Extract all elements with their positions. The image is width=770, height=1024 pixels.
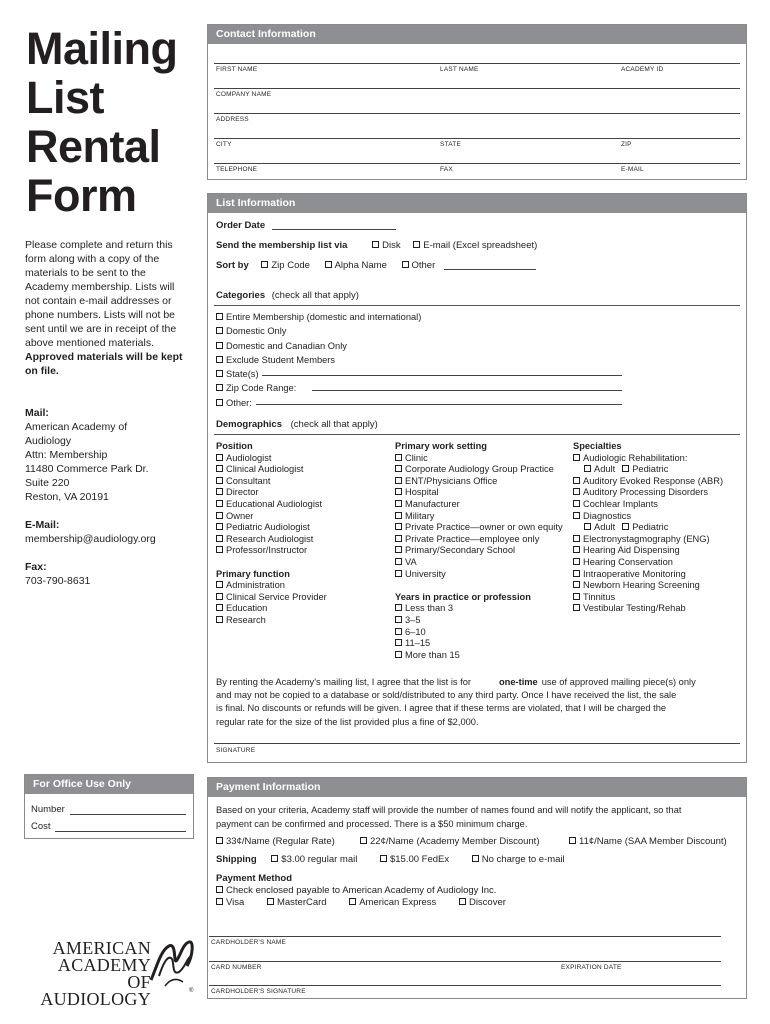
specialty-label: Hearing Aid Dispensing (583, 545, 680, 556)
demographics-label: Demographics (216, 419, 282, 430)
work-setting-label: Primary/Secondary School (405, 545, 516, 556)
checkbox[interactable] (472, 855, 479, 862)
specialty-label: Electronystagmography (ENG) (583, 533, 710, 544)
work-setting-heading: Primary work setting (395, 441, 487, 451)
office-number-field[interactable] (70, 814, 186, 815)
instructions-text: Please complete and return this form along with a copy of the materials to be sent to the Academy membership. Lists will not contain e-mail addresses or phone numbers. Lists will not be sent until we are in receipt of the above mentioned materials. (25, 239, 177, 349)
checkbox[interactable] (573, 512, 580, 519)
work-setting-label: Manufacturer (405, 498, 460, 509)
years-item[interactable] (395, 615, 563, 627)
checkbox[interactable] (216, 546, 223, 553)
category-other-field[interactable] (256, 404, 622, 405)
order-date-row (216, 220, 396, 232)
checkbox[interactable] (395, 570, 402, 577)
checkbox[interactable] (573, 570, 580, 577)
list-information-header: List Information (208, 194, 746, 213)
pediatric-label: Pediatric (632, 464, 669, 475)
checkbox[interactable] (395, 628, 402, 635)
mail-address-block (25, 406, 149, 504)
specialty-sub-options (573, 522, 723, 534)
email-label: E-MAIL (621, 166, 644, 173)
checkbox[interactable] (216, 886, 223, 893)
mail-heading: Mail: (25, 407, 49, 419)
category-label: Domestic and Canadian Only (226, 340, 347, 351)
work-setting-label: Corporate Audiology Group Practice (405, 464, 554, 475)
checkbox[interactable] (395, 512, 402, 519)
sort-option: Other (411, 260, 436, 271)
checkbox[interactable] (413, 241, 420, 248)
sort-by-label: Sort by (216, 260, 249, 271)
checkbox[interactable] (402, 261, 409, 268)
card-option: American Express (359, 897, 437, 908)
position-item[interactable] (216, 487, 327, 499)
mail-line: Suite 220 (25, 477, 70, 489)
shipping-option: $3.00 regular mail (281, 854, 358, 865)
work-setting-label: Military (405, 510, 435, 521)
rate-option[interactable] (569, 836, 727, 848)
checkbox[interactable] (360, 837, 367, 844)
position-label: Educational Audiologist (226, 498, 323, 509)
states-field[interactable] (262, 375, 622, 376)
category-item[interactable] (216, 353, 421, 367)
work-setting-column (395, 441, 563, 661)
work-setting-item[interactable] (395, 511, 563, 523)
name-line (214, 63, 740, 64)
years-label: 6–10 (405, 626, 426, 637)
work-setting-item[interactable] (395, 569, 563, 581)
specialty-sub-options (573, 464, 723, 476)
position-column (216, 441, 327, 627)
checkbox[interactable] (216, 581, 223, 588)
checkbox[interactable] (216, 384, 223, 391)
logo-swirl-icon (147, 936, 197, 992)
fax-number: 703-790-8631 (25, 575, 91, 587)
checkbox[interactable] (573, 558, 580, 565)
shipping-row (216, 854, 565, 866)
shipping-option: No charge to e-mail (481, 854, 565, 865)
categories-label: Categories (216, 290, 266, 301)
categories-heading (216, 290, 359, 302)
title-line: Form (26, 170, 137, 221)
company-name-label: COMPANY NAME (216, 91, 272, 98)
specialty-item[interactable] (573, 592, 723, 604)
specialty-label: Hearing Conservation (583, 556, 673, 567)
expiration-date-label: EXPIRATION DATE (561, 964, 622, 971)
category-label: Domestic Only (226, 326, 287, 337)
checkbox[interactable] (395, 500, 402, 507)
work-setting-item[interactable] (395, 464, 563, 476)
checkbox[interactable] (395, 535, 402, 542)
checkbox[interactable] (271, 855, 278, 862)
work-setting-label: Clinic (405, 452, 428, 463)
years-item[interactable] (395, 638, 563, 650)
order-date-field[interactable] (272, 229, 396, 230)
specialty-item[interactable] (573, 580, 723, 592)
category-item[interactable] (216, 310, 421, 324)
specialty-label: Intraoperative Monitoring (583, 568, 686, 579)
adult-label: Adult (594, 522, 616, 533)
checkbox[interactable] (216, 512, 223, 519)
checkbox[interactable] (380, 855, 387, 862)
sort-by-row (216, 260, 536, 272)
position-item[interactable] (216, 522, 327, 534)
address-label: ADDRESS (216, 116, 249, 123)
checkbox[interactable] (584, 465, 591, 472)
position-item[interactable] (216, 464, 327, 476)
logo-line: AMERICAN (52, 938, 151, 958)
primary-function-item[interactable] (216, 615, 327, 627)
agreement-start: By renting the Academy's mailing list, I agree that the list is for (216, 677, 471, 687)
office-use-header: For Office Use Only (25, 775, 193, 794)
work-setting-item[interactable] (395, 453, 563, 465)
card-option: Visa (226, 897, 245, 908)
position-label: Clinical Audiologist (226, 464, 304, 475)
signature-field[interactable] (214, 743, 740, 744)
position-label: Director (226, 487, 259, 498)
mail-line: Attn: Membership (25, 449, 108, 461)
categories-note: (check all that apply) (271, 290, 359, 301)
work-setting-item[interactable] (395, 534, 563, 546)
position-item[interactable] (216, 545, 327, 557)
checkbox[interactable] (216, 523, 223, 530)
agreement-bold: one-time (498, 677, 538, 687)
card-option: MasterCard (276, 897, 327, 908)
position-heading: Position (216, 441, 253, 451)
agreement-line: is final. No discounts or refunds will be given. I agree that if these terms are violated, that I will be charged the (216, 703, 667, 714)
years-item[interactable] (395, 627, 563, 639)
email-block (25, 518, 156, 546)
specialty-label: Auditory Processing Disorders (583, 487, 709, 498)
specialty-item[interactable] (573, 603, 723, 615)
specialty-item[interactable] (573, 476, 723, 488)
years-label: 3–5 (405, 614, 421, 625)
checkbox[interactable] (395, 454, 402, 461)
checkbox[interactable] (216, 399, 223, 406)
cardholder-signature-label: CARDHOLDER'S SIGNATURE (211, 988, 306, 995)
checkbox[interactable] (216, 488, 223, 495)
primary-function-item[interactable] (216, 592, 327, 604)
position-label: Audiologist (226, 452, 272, 463)
pediatric-label: Pediatric (632, 522, 669, 533)
office-cost-field[interactable] (55, 831, 186, 832)
cardholder-name-field[interactable] (209, 936, 721, 937)
divider (214, 305, 740, 306)
checkbox[interactable] (395, 523, 402, 530)
shipping-label: Shipping (216, 854, 257, 865)
checkbox[interactable] (395, 558, 402, 565)
fax-label: FAX (440, 166, 453, 173)
category-label: Entire Membership (domestic and international) (226, 312, 422, 322)
checkbox[interactable] (216, 604, 223, 611)
checkbox[interactable] (216, 535, 223, 542)
specialties-column (573, 441, 723, 615)
card-options (216, 897, 506, 909)
logo-line: ACADEMY OF (57, 955, 151, 992)
order-date-label: Order Date (216, 220, 266, 231)
last-name-label: LAST NAME (440, 66, 479, 73)
fax-block (25, 560, 90, 588)
send-option: Disk (382, 240, 401, 251)
specialty-item[interactable] (573, 511, 723, 523)
checkbox[interactable] (395, 546, 402, 553)
work-setting-label: University (405, 568, 446, 579)
zip-label: ZIP (621, 141, 632, 148)
checkbox[interactable] (395, 616, 402, 623)
position-item[interactable] (216, 476, 327, 488)
work-setting-label: ENT/Physicians Office (405, 475, 498, 486)
city-label: CITY (216, 141, 232, 148)
adult-label: Adult (594, 464, 616, 475)
title-line: Mailing (26, 23, 178, 74)
telephone-line (214, 163, 740, 164)
checkbox[interactable] (267, 898, 274, 905)
work-setting-item[interactable] (395, 545, 563, 557)
checkbox[interactable] (216, 342, 223, 349)
checkbox[interactable] (573, 581, 580, 588)
telephone-label: TELEPHONE (216, 166, 258, 173)
demographics-heading (216, 419, 378, 431)
work-setting-item[interactable] (395, 522, 563, 534)
specialty-item[interactable] (573, 569, 723, 581)
checkbox[interactable] (395, 604, 402, 611)
work-setting-label: Private Practice—owner or own equity (405, 522, 563, 533)
rate-option[interactable] (216, 836, 335, 848)
primary-function-heading: Primary function (216, 568, 290, 579)
work-setting-item[interactable] (395, 499, 563, 511)
send-via-row (216, 240, 537, 252)
office-number-label: Number (31, 804, 65, 815)
years-label: Less than 3 (405, 603, 454, 614)
checkbox[interactable] (459, 898, 466, 905)
specialty-item[interactable] (573, 534, 723, 546)
agreement-text (216, 676, 696, 729)
specialty-label: Audiologic Rehabilitation: (583, 452, 688, 463)
rate-label: 11¢/Name (SAA Member Discount) (579, 836, 727, 847)
company-line (214, 88, 740, 89)
years-item[interactable] (395, 650, 563, 662)
city-line (214, 138, 740, 139)
primary-function-label: Research (226, 614, 266, 625)
contact-information-panel (207, 24, 747, 180)
work-setting-label: VA (405, 556, 417, 567)
category-label: State(s) (226, 369, 259, 380)
category-label: Zip Code Range: (226, 383, 297, 394)
categories-list (216, 310, 421, 410)
demographics-note: (check all that apply) (290, 419, 378, 430)
cardholder-signature-field[interactable] (209, 985, 721, 986)
checkbox[interactable] (216, 465, 223, 472)
cardholder-name-label: CARDHOLDER'S NAME (211, 939, 287, 946)
page-title (26, 24, 178, 220)
checkbox[interactable] (372, 241, 379, 248)
contact-information-header: Contact Information (208, 25, 746, 44)
category-label: Other: (226, 397, 252, 408)
position-item[interactable] (216, 534, 327, 546)
mail-line: Audiology (25, 435, 72, 447)
specialty-item[interactable] (573, 545, 723, 557)
payment-information-header: Payment Information (208, 778, 746, 797)
email-address[interactable]: membership@audiology.org (25, 533, 156, 545)
category-item[interactable] (216, 381, 421, 395)
category-label: Exclude Student Members (226, 354, 336, 365)
primary-function-label: Administration (226, 580, 285, 591)
send-via-label: Send the membership list via (216, 240, 348, 251)
first-name-label: FIRST NAME (216, 66, 258, 73)
specialty-label: Newborn Hearing Screening (583, 580, 700, 591)
card-number-label: CARD NUMBER (211, 964, 262, 971)
checkbox[interactable] (584, 523, 591, 530)
position-item[interactable] (216, 511, 327, 523)
checkbox[interactable] (622, 465, 629, 472)
position-label: Owner (226, 510, 254, 521)
academy-id-label: ACADEMY ID (621, 66, 664, 73)
checkbox[interactable] (216, 616, 223, 623)
work-setting-item[interactable] (395, 557, 563, 569)
work-setting-item[interactable] (395, 487, 563, 499)
position-label: Professor/Instructor (226, 545, 308, 556)
checkbox[interactable] (622, 523, 629, 530)
checkbox[interactable] (216, 313, 223, 320)
specialty-item[interactable] (573, 487, 723, 499)
work-setting-item[interactable] (395, 476, 563, 488)
check-option[interactable] (216, 885, 496, 897)
payment-intro-line: Based on your criteria, Academy staff will provide the number of names found and will notify the applicant, so that (216, 805, 682, 815)
specialty-label: Vestibular Testing/Rehab (583, 603, 686, 614)
email-heading: E-Mail: (25, 519, 60, 531)
checkbox[interactable] (395, 488, 402, 495)
primary-function-item[interactable] (216, 603, 327, 615)
primary-function-item[interactable] (216, 580, 327, 592)
position-label: Pediatric Audiologist (226, 522, 310, 533)
office-cost-label: Cost (31, 821, 51, 832)
checkbox[interactable] (216, 837, 223, 844)
work-setting-label: Private Practice—employee only (405, 533, 540, 544)
agreement-rest: use of approved mailing piece(s) only (541, 677, 696, 687)
checkbox[interactable] (325, 261, 332, 268)
checkbox[interactable] (395, 651, 402, 658)
rate-option[interactable] (360, 836, 539, 848)
position-label: Consultant (226, 475, 271, 486)
specialty-label: Tinnitus (583, 591, 616, 602)
position-label: Research Audiologist (226, 533, 314, 544)
checkbox[interactable] (569, 837, 576, 844)
agreement-line: regular rate for the size of the list provided plus a fine of $2,000. (216, 716, 479, 727)
years-heading: Years in practice or profession (395, 591, 531, 602)
checkbox[interactable] (395, 465, 402, 472)
checkbox[interactable] (573, 454, 580, 461)
checkbox[interactable] (395, 639, 402, 646)
work-setting-label: Hospital (405, 487, 439, 498)
title-line: Rental (26, 121, 161, 172)
primary-function-label: Education (226, 603, 268, 614)
mail-line: 11480 Commerce Park Dr. (25, 463, 149, 475)
state-label: STATE (440, 141, 461, 148)
years-label: 11–15 (405, 638, 431, 649)
signature-label: SIGNATURE (216, 747, 256, 754)
checkbox[interactable] (573, 546, 580, 553)
checkbox[interactable] (349, 898, 356, 905)
shipping-option: $15.00 FedEx (389, 854, 450, 865)
payment-intro (216, 804, 681, 831)
specialties-heading: Specialties (573, 441, 622, 451)
logo-line: AUDIOLOGY (40, 989, 151, 1009)
card-number-field[interactable] (209, 961, 721, 962)
zip-range-field[interactable] (312, 390, 622, 391)
fax-heading: Fax: (25, 561, 47, 573)
agreement-line: and may not be copied to a database or sold/distributed to any third party. Once I have received the list, the sale (216, 690, 677, 701)
mail-line: American Academy of (25, 421, 128, 433)
specialty-label: Diagnostics (583, 510, 632, 521)
checkbox[interactable] (573, 535, 580, 542)
position-item[interactable] (216, 453, 327, 465)
years-label: More than 15 (405, 649, 460, 660)
checkbox[interactable] (216, 898, 223, 905)
rate-label: 22¢/Name (Academy Member Discount) (370, 836, 540, 847)
position-item[interactable] (216, 499, 327, 511)
category-item[interactable] (216, 396, 421, 410)
checkbox[interactable] (573, 500, 580, 507)
checkbox[interactable] (216, 327, 223, 334)
sort-option: Zip Code (271, 260, 310, 271)
checkbox[interactable] (573, 477, 580, 484)
checkbox[interactable] (216, 356, 223, 363)
rate-label: 33¢/Name (Regular Rate) (226, 836, 335, 847)
checkbox[interactable] (216, 454, 223, 461)
specialty-item[interactable] (573, 453, 723, 465)
mail-line: Reston, VA 20191 (25, 491, 109, 503)
specialty-item[interactable] (573, 557, 723, 569)
category-item[interactable] (216, 324, 421, 338)
send-option: E-mail (Excel spreadsheet) (423, 240, 538, 251)
logo-text (36, 940, 151, 1008)
checkbox[interactable] (573, 488, 580, 495)
instructions (25, 238, 185, 378)
checkbox[interactable] (573, 604, 580, 611)
divider (214, 434, 740, 435)
primary-function-label: Clinical Service Provider (226, 591, 327, 602)
checkbox[interactable] (216, 477, 223, 484)
specialty-item[interactable] (573, 499, 723, 511)
registered-mark: ® (189, 988, 194, 994)
title-line: List (26, 72, 105, 123)
card-option: Discover (468, 897, 506, 908)
years-item[interactable] (395, 603, 563, 615)
specialty-label: Auditory Evoked Response (ABR) (583, 475, 724, 486)
checkbox[interactable] (261, 261, 268, 268)
specialty-label: Cochlear Implants (583, 498, 658, 509)
sort-other-field[interactable] (444, 269, 536, 270)
instructions-bold: Approved materials will be kept on file. (25, 351, 183, 377)
checkbox[interactable] (216, 500, 223, 507)
address-line (214, 113, 740, 114)
checkbox[interactable] (395, 477, 402, 484)
category-item[interactable] (216, 339, 421, 353)
checkbox[interactable] (573, 593, 580, 600)
sort-option: Alpha Name (334, 260, 387, 271)
payment-intro-line: payment can be confirmed and processed. There is a $50 minimum charge. (216, 818, 528, 829)
checkbox[interactable] (216, 370, 223, 377)
check-option-label: Check enclosed payable to American Academy of Audiology Inc. (226, 885, 497, 896)
payment-method-label: Payment Method (216, 873, 293, 884)
checkbox[interactable] (216, 593, 223, 600)
